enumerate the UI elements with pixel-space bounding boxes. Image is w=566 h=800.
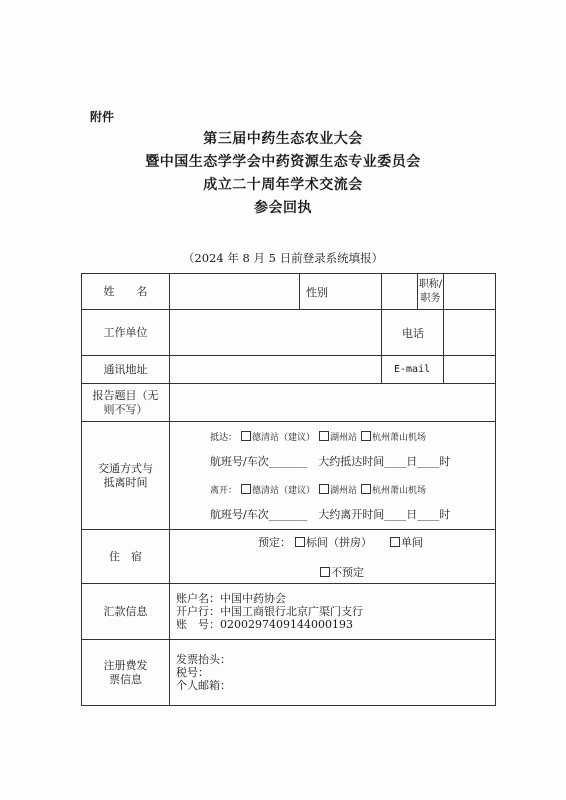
arrive-checkbox-xiaoshan[interactable] xyxy=(361,431,371,441)
depart-checkbox-deqing[interactable] xyxy=(241,484,251,494)
remit-label: 汇款信息 xyxy=(82,584,170,640)
address-label: 通讯地址 xyxy=(82,356,170,384)
title-line-3: 成立二十周年学术交流会 xyxy=(203,177,363,193)
arrive-checkbox-huzhou[interactable] xyxy=(319,431,329,441)
address-field[interactable] xyxy=(170,356,382,384)
subtitle: （2024 年 8 月 5 日前登录系统填报） xyxy=(182,251,384,265)
account-number: 账 号：0200297409144000193 xyxy=(176,618,353,631)
depart-options xyxy=(170,483,495,496)
title-line-4: 参会回执 xyxy=(254,200,312,216)
name-label: 姓 名 xyxy=(82,274,170,310)
name-field[interactable] xyxy=(170,274,300,310)
invoice-title[interactable]: 发票抬头： xyxy=(176,653,231,666)
email-label: E-mail xyxy=(382,356,444,384)
row-remit xyxy=(82,584,496,640)
row-address xyxy=(82,356,496,384)
room-standard-checkbox[interactable] xyxy=(295,537,305,547)
room-standard-label: 标间（拼房） xyxy=(306,535,372,549)
remit-field xyxy=(170,584,496,640)
title-line-1: 第三届中药生态农业大会 xyxy=(203,131,363,147)
registration-form xyxy=(81,273,496,706)
row-work-unit xyxy=(82,310,496,356)
depart-checkbox-xiaoshan[interactable] xyxy=(361,484,371,494)
email-field[interactable] xyxy=(444,356,496,384)
lodging-field xyxy=(170,530,496,584)
arrive-option-huzhou: 湖州站 xyxy=(330,432,358,443)
invoice-field xyxy=(170,640,496,706)
depart-option-huzhou: 湖州站 xyxy=(330,485,358,496)
arrive-flight-line[interactable]: 航班号/车次_______ 大约抵达时间____日____时 xyxy=(210,454,451,468)
row-transport xyxy=(82,422,496,530)
arrive-options xyxy=(170,430,495,443)
depart-checkbox-huzhou[interactable] xyxy=(319,484,329,494)
no-reserve-label: 不预定 xyxy=(331,565,364,579)
depart-option-deqing: 德清站（建议） xyxy=(252,485,316,496)
report-title-label: 报告题目（无则不写） xyxy=(82,384,170,422)
no-reserve-option xyxy=(170,564,495,580)
row-report xyxy=(82,384,496,422)
transport-label: 交通方式与抵离时间 xyxy=(82,422,170,530)
attachment-label: 附件 xyxy=(90,110,115,124)
transport-field xyxy=(170,422,496,530)
no-reserve-checkbox[interactable] xyxy=(320,567,330,577)
depart-flight-line[interactable]: 航班号/车次_______ 大约离开时间____日____时 xyxy=(210,507,451,521)
depart-option-xiaoshan: 杭州萧山机场 xyxy=(372,485,427,496)
row-lodging xyxy=(82,530,496,584)
title-line-2: 暨中国生态学学会中药资源生态专业委员会 xyxy=(145,154,421,170)
gender-label: 性别 xyxy=(300,274,382,310)
arrive-checkbox-deqing[interactable] xyxy=(241,431,251,441)
title-block xyxy=(0,128,566,220)
gender-field[interactable] xyxy=(382,274,418,310)
title-label: 职称/职务 xyxy=(418,274,444,310)
work-unit-field[interactable] xyxy=(170,310,382,356)
tax-number[interactable]: 税号： xyxy=(176,666,209,679)
arrive-prefix: 抵达： xyxy=(210,432,238,443)
work-unit-label: 工作单位 xyxy=(82,310,170,356)
row-invoice xyxy=(82,640,496,706)
reserve-prefix: 预定： xyxy=(258,535,291,549)
row-name xyxy=(82,274,496,310)
arrive-option-xiaoshan: 杭州萧山机场 xyxy=(372,432,427,443)
phone-field[interactable] xyxy=(444,310,496,356)
fee-label: 注册费发票信息 xyxy=(82,640,170,706)
personal-email[interactable]: 个人邮箱： xyxy=(176,679,231,692)
arrive-option-deqing: 德清站（建议） xyxy=(252,432,316,443)
lodging-options xyxy=(170,534,495,550)
phone-label: 电话 xyxy=(382,310,444,356)
title-field[interactable] xyxy=(444,274,496,310)
bank-name: 开户行：中国工商银行北京广渠门支行 xyxy=(176,605,363,618)
depart-prefix: 离开： xyxy=(210,485,238,496)
room-single-checkbox[interactable] xyxy=(390,537,400,547)
lodging-label: 住 宿 xyxy=(82,530,170,584)
room-single-label: 单间 xyxy=(401,535,423,549)
report-title-field[interactable] xyxy=(170,384,496,422)
account-name: 账户名：中国中药协会 xyxy=(176,592,286,605)
